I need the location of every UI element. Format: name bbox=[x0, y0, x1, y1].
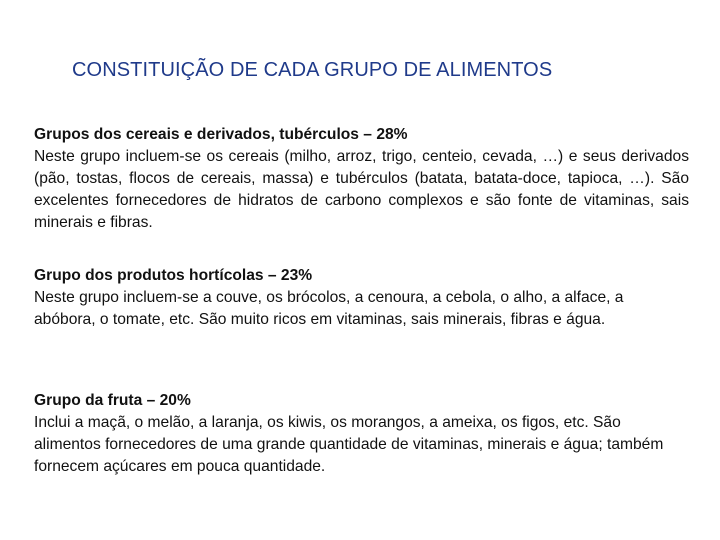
section-vegetables bbox=[34, 265, 689, 331]
section-body: Neste grupo incluem-se a couve, os brócolos, a cenoura, a cebola, o alho, a alface, a abóbora, o tomate, etc. São muito ricos em vitaminas, sais minerais, fibras e água. bbox=[34, 289, 624, 328]
section-body: Neste grupo incluem-se os cereais (milho, arroz, trigo, centeio, cevada, …) e seus derivados (pão, tostas, flocos de cereais, massa) e tubérculos (batata, batata-doce, tapioca, …). São excelentes fornecedores de hidratos de carbono complexos e são fonte de vitaminas, sais minerais e fibras. bbox=[34, 148, 689, 231]
slide-title: CONSTITUIÇÃO DE CADA GRUPO DE ALIMENTOS bbox=[72, 59, 553, 81]
section-heading: Grupo da fruta – 20% bbox=[34, 392, 191, 409]
section-heading: Grupos dos cereais e derivados, tubérculos – 28% bbox=[34, 126, 408, 143]
section-fruit bbox=[34, 390, 689, 478]
section-body: Inclui a maçã, o melão, a laranja, os kiwis, os morangos, a ameixa, os figos, etc. São alimentos fornecedores de uma grande quantidade de vitaminas, minerais e água; também fornecem açúcares em pouca quantidade. bbox=[34, 414, 664, 475]
section-cereals bbox=[34, 124, 689, 234]
section-heading: Grupo dos produtos hortícolas – 23% bbox=[34, 267, 313, 284]
